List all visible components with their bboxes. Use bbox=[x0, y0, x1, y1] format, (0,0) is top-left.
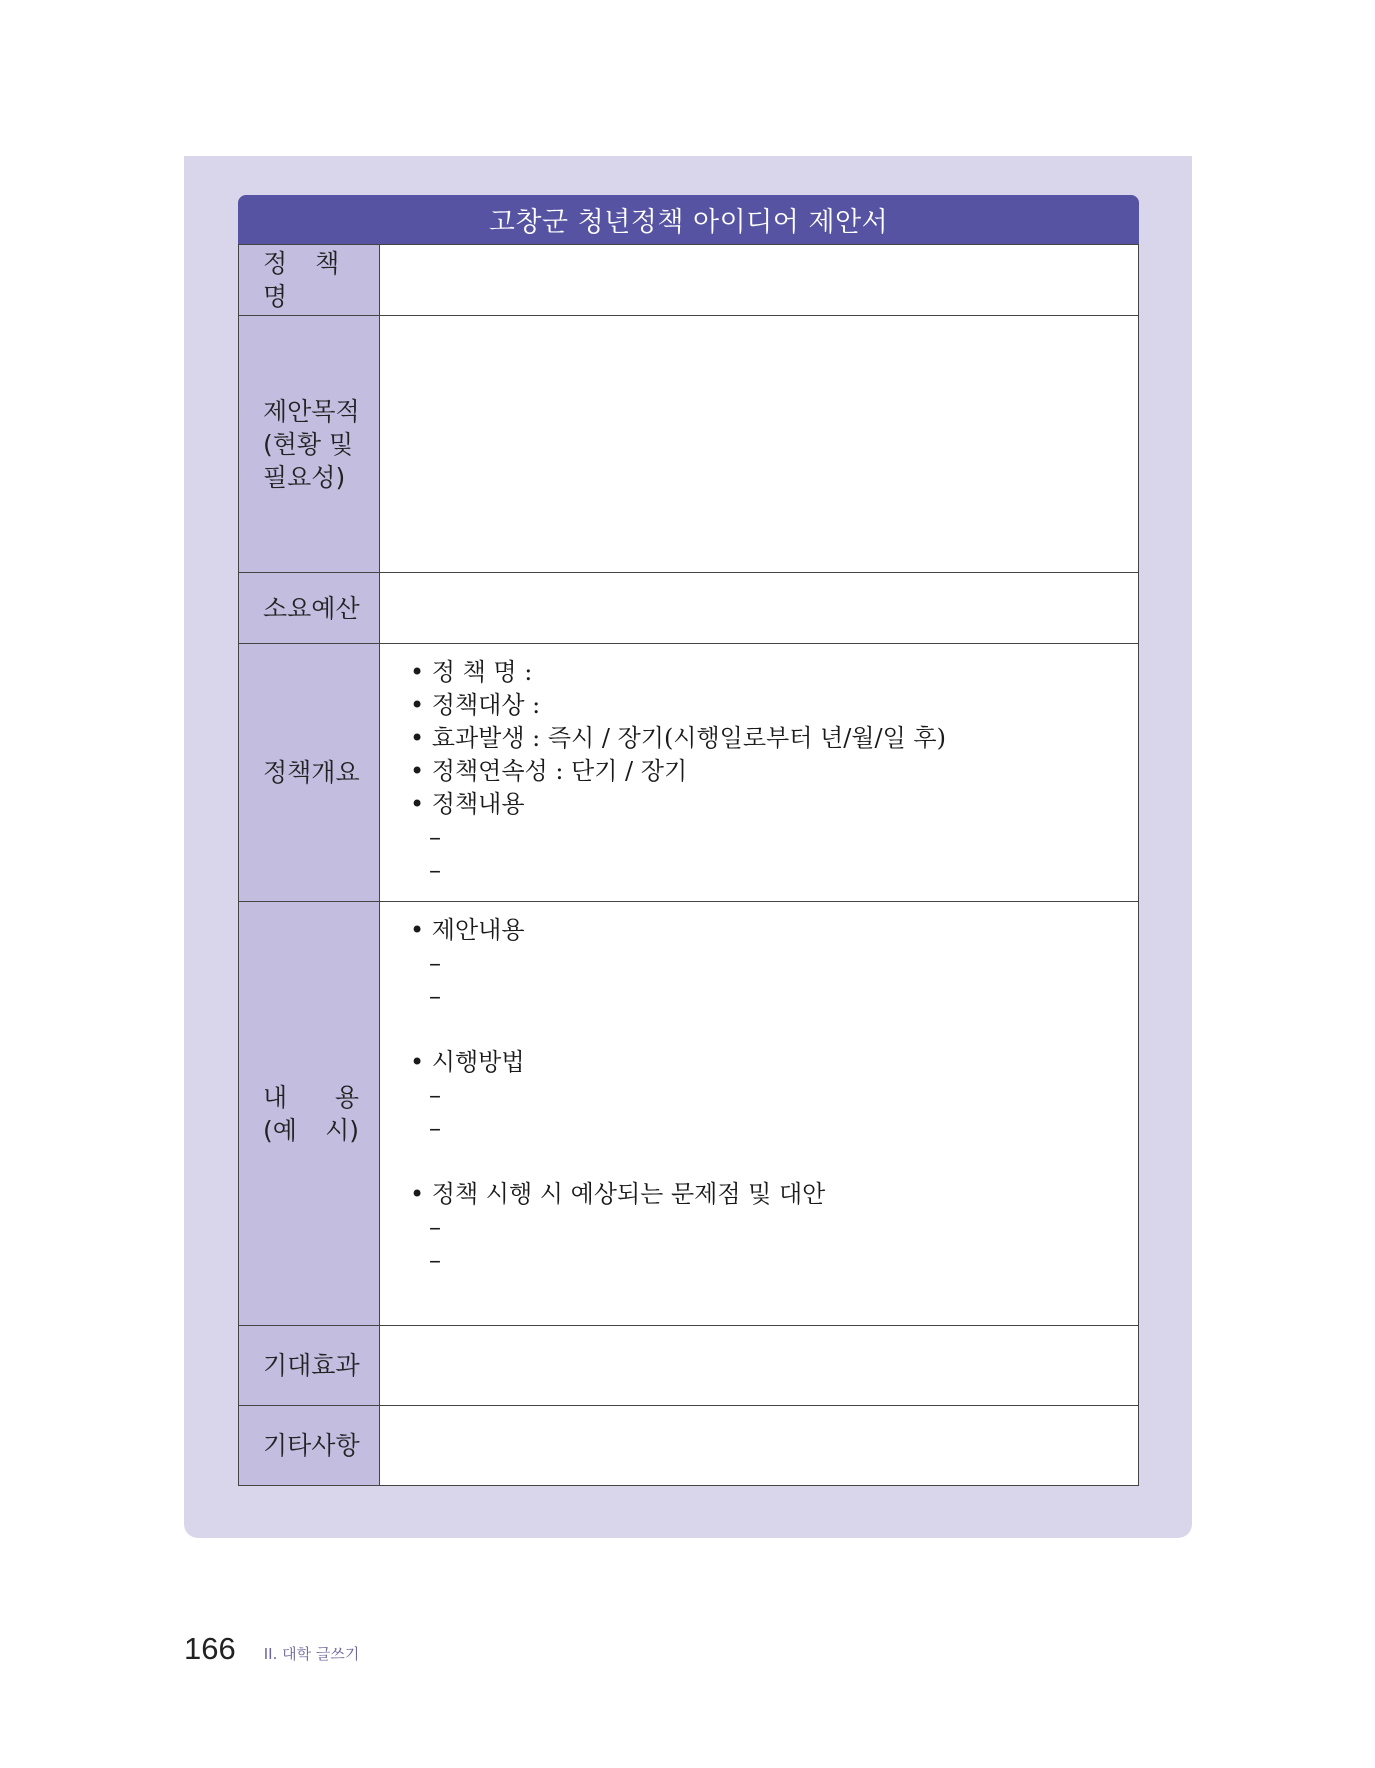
overview-line-policy-name: • 정 책 명 : bbox=[410, 658, 533, 686]
form-title: 고창군 청년정책 아이디어 제안서 bbox=[238, 195, 1139, 244]
content-heading-proposal: • 제안내용 bbox=[410, 916, 525, 944]
field-policy-name[interactable] bbox=[380, 245, 1139, 316]
content-dash: – bbox=[429, 949, 441, 977]
content-dash: – bbox=[429, 1081, 441, 1109]
content-heading-method: • 시행방법 bbox=[410, 1048, 525, 1076]
row-content bbox=[239, 902, 1139, 1326]
content-dash: – bbox=[429, 1114, 441, 1142]
label-content: 내 용 (예 시) bbox=[239, 902, 380, 1326]
overview-line-target: • 정책대상 : bbox=[410, 691, 541, 719]
field-purpose[interactable] bbox=[380, 316, 1139, 573]
label-effect: 기대효과 bbox=[239, 1326, 380, 1406]
content-dash: – bbox=[429, 982, 441, 1010]
label-overview: 정책개요 bbox=[239, 644, 380, 902]
overview-line-effect-timing: • 효과발생 : 즉시 / 장기(시행일로부터 년/월/일 후) bbox=[410, 724, 946, 752]
label-other: 기타사항 bbox=[239, 1406, 380, 1486]
field-other[interactable] bbox=[380, 1406, 1139, 1486]
row-policy-name bbox=[239, 245, 1139, 316]
content-dash: – bbox=[429, 1246, 441, 1274]
label-policy-name: 정 책 명 bbox=[239, 245, 380, 316]
overview-line-continuity: • 정책연속성 : 단기 / 장기 bbox=[410, 757, 688, 785]
page-number: 166 bbox=[184, 1631, 236, 1666]
row-purpose bbox=[239, 316, 1139, 573]
field-content[interactable] bbox=[380, 902, 1139, 1326]
field-budget[interactable] bbox=[380, 573, 1139, 644]
content-heading-problems: • 정책 시행 시 예상되는 문제점 및 대안 bbox=[410, 1180, 826, 1208]
content-dash: – bbox=[429, 1213, 441, 1241]
proposal-table bbox=[238, 244, 1139, 1486]
row-budget bbox=[239, 573, 1139, 644]
overview-dash: – bbox=[429, 856, 441, 884]
page-footer bbox=[184, 1631, 359, 1667]
section-title: II. 대학 글쓰기 bbox=[263, 1645, 360, 1663]
overview-line-content: • 정책내용 bbox=[410, 790, 525, 818]
proposal-form bbox=[238, 195, 1139, 1486]
overview-dash: – bbox=[429, 823, 441, 851]
label-purpose: 제안목적 (현황 및 필요성) bbox=[239, 316, 380, 573]
field-effect[interactable] bbox=[380, 1326, 1139, 1406]
row-effect bbox=[239, 1326, 1139, 1406]
row-overview bbox=[239, 644, 1139, 902]
label-budget: 소요예산 bbox=[239, 573, 380, 644]
field-overview[interactable] bbox=[380, 644, 1139, 902]
row-other bbox=[239, 1406, 1139, 1486]
